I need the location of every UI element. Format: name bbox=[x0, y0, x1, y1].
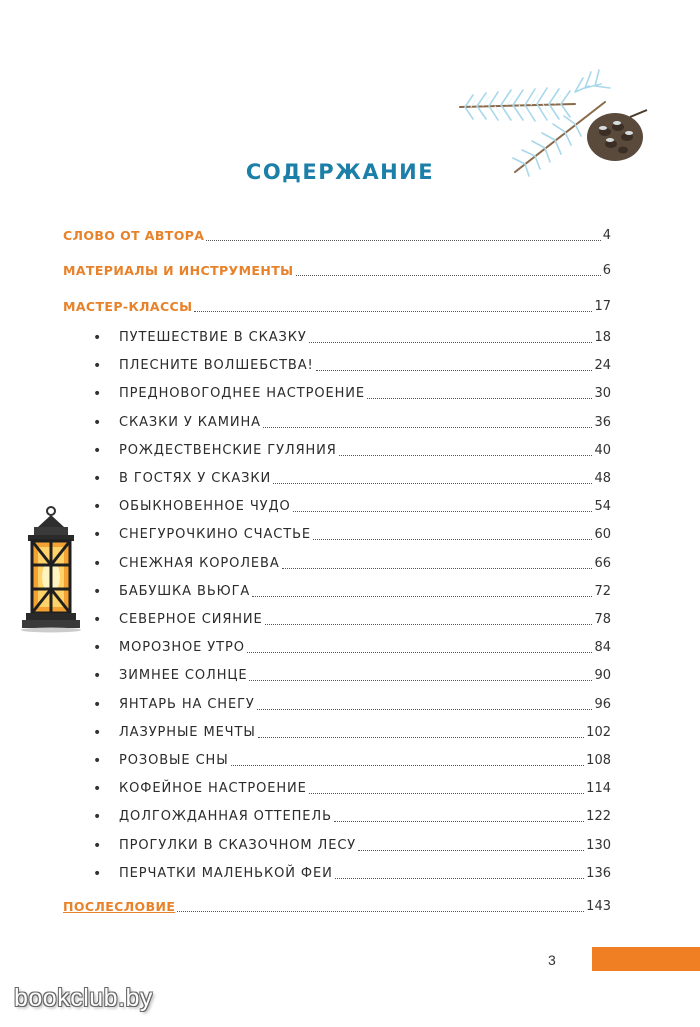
toc-item-label: ПЛЕСНИТЕ ВОЛШЕБСТВА! bbox=[119, 358, 314, 374]
toc-leader-dots bbox=[247, 651, 593, 653]
toc-item-row bbox=[63, 807, 611, 825]
toc-item-row bbox=[63, 384, 611, 402]
toc-page-number: 40 bbox=[594, 442, 611, 458]
toc-item-row bbox=[63, 864, 611, 882]
toc-leader-dots bbox=[358, 849, 584, 851]
toc-item-row bbox=[63, 836, 611, 854]
toc-item-row bbox=[63, 497, 611, 515]
toc-leader-dots bbox=[367, 397, 592, 399]
toc-section-label: МАСТЕР-КЛАССЫ bbox=[63, 299, 193, 314]
toc-section-label: СЛОВО ОТ АВТОРА bbox=[63, 228, 205, 243]
toc-item-label: СНЕЖНАЯ КОРОЛЕВА bbox=[119, 555, 280, 571]
toc-page-number: 60 bbox=[594, 527, 611, 543]
toc-item-label: ПРОГУЛКИ В СКАЗОЧНОМ ЛЕСУ bbox=[119, 837, 357, 853]
bullet-icon: • bbox=[93, 837, 102, 854]
page-title: СОДЕРЖАНИЕ bbox=[245, 160, 435, 184]
toc-item-label: СЕВЕРНОЕ СИЯНИЕ bbox=[119, 612, 263, 627]
toc-section-label: ПОСЛЕСЛОВИЕ bbox=[63, 899, 176, 914]
bullet-icon: • bbox=[93, 753, 102, 769]
toc-section-row bbox=[63, 261, 611, 279]
toc-leader-dots bbox=[309, 341, 593, 343]
toc-item-row bbox=[63, 723, 611, 741]
bullet-icon: • bbox=[93, 358, 102, 375]
toc-page-number: 96 bbox=[594, 696, 611, 712]
bullet-icon: • bbox=[93, 668, 102, 685]
toc-item-row bbox=[63, 666, 611, 684]
bullet-icon: • bbox=[93, 583, 102, 600]
bullet-icon: • bbox=[93, 471, 102, 487]
bullet-icon: • bbox=[93, 555, 102, 572]
toc-page-number: 114 bbox=[586, 781, 611, 797]
bullet-icon: • bbox=[93, 330, 102, 346]
toc-item-label: КОФЕЙНОЕ НАСТРОЕНИЕ bbox=[119, 781, 307, 797]
toc-item-label: ДОЛГОЖДАННАЯ ОТТЕПЕЛЬ bbox=[119, 809, 332, 825]
toc-leader-dots bbox=[258, 736, 584, 738]
toc-leader-dots bbox=[282, 567, 593, 569]
toc-page-number: 24 bbox=[594, 358, 611, 374]
toc-item-label: МОРОЗНОЕ УТРО bbox=[119, 640, 245, 656]
toc-page-number: 66 bbox=[594, 555, 611, 571]
bullet-icon: • bbox=[93, 696, 102, 713]
toc-leader-dots bbox=[177, 910, 584, 912]
toc-leader-dots bbox=[335, 877, 584, 879]
bullet-icon: • bbox=[93, 724, 102, 741]
toc-page-number: 18 bbox=[594, 330, 611, 345]
toc-page-number: 136 bbox=[586, 865, 611, 881]
toc-item-label: РОЖДЕСТВЕНСКИЕ ГУЛЯНИЯ bbox=[119, 442, 337, 458]
toc-item-row bbox=[63, 638, 611, 656]
toc-item-label: ПУТЕШЕСТВИЕ В СКАЗКУ bbox=[119, 330, 307, 345]
bullet-icon: • bbox=[93, 781, 102, 798]
page-number: 3 bbox=[548, 952, 556, 968]
toc-leader-dots bbox=[194, 310, 592, 312]
toc-page-number: 72 bbox=[594, 583, 611, 599]
toc-page-number: 84 bbox=[594, 640, 611, 656]
toc-leader-dots bbox=[249, 679, 592, 681]
toc-leader-dots bbox=[257, 708, 593, 710]
toc-section-row bbox=[63, 226, 611, 244]
bullet-icon: • bbox=[93, 527, 102, 544]
toc-item-label: ПРЕДНОВОГОДНЕЕ НАСТРОЕНИЕ bbox=[119, 386, 365, 402]
toc-leader-dots bbox=[252, 595, 592, 597]
bullet-icon: • bbox=[93, 612, 102, 628]
toc-item-label: БАБУШКА ВЬЮГА bbox=[119, 583, 251, 599]
toc-item-row bbox=[63, 582, 611, 600]
toc-item-row bbox=[63, 554, 611, 572]
toc-page-number: 90 bbox=[594, 668, 611, 684]
toc-page-number: 122 bbox=[586, 809, 611, 825]
toc-section-label: МАТЕРИАЛЫ И ИНСТРУМЕНТЫ bbox=[63, 263, 294, 278]
bullet-icon: • bbox=[93, 499, 102, 516]
bullet-icon: • bbox=[93, 640, 102, 657]
toc-page-number: 102 bbox=[586, 724, 611, 740]
toc-item-row bbox=[63, 469, 611, 487]
toc-item-label: РОЗОВЫЕ СНЫ bbox=[119, 753, 229, 768]
toc-leader-dots bbox=[273, 482, 592, 484]
toc-page-number: 130 bbox=[586, 837, 611, 853]
toc-item-label: ОБЫКНОВЕННОЕ ЧУДО bbox=[119, 499, 291, 515]
toc-item-row bbox=[63, 413, 611, 431]
toc-page-number: 6 bbox=[602, 263, 611, 278]
toc-page-number: 36 bbox=[594, 414, 611, 430]
toc-leader-dots bbox=[334, 820, 584, 822]
toc-leader-dots bbox=[296, 274, 601, 276]
toc-item-label: В ГОСТЯХ У СКАЗКИ bbox=[119, 471, 272, 486]
toc-item-row bbox=[63, 328, 611, 346]
toc-page-number: 48 bbox=[594, 471, 611, 486]
toc-leader-dots bbox=[265, 623, 593, 625]
toc-leader-dots bbox=[206, 239, 600, 241]
toc-leader-dots bbox=[293, 510, 593, 512]
toc-item-row bbox=[63, 610, 611, 628]
toc-page-number: 4 bbox=[602, 228, 611, 243]
toc-leader-dots bbox=[313, 538, 592, 540]
toc-page-number: 17 bbox=[594, 299, 611, 314]
watermark: bookclub.by bbox=[14, 984, 153, 1012]
toc-leader-dots bbox=[316, 369, 593, 371]
toc-item-label: СКАЗКИ У КАМИНА bbox=[119, 414, 261, 430]
bullet-icon: • bbox=[93, 442, 102, 459]
toc-item-row bbox=[63, 695, 611, 713]
page-accent-bar bbox=[592, 947, 700, 971]
toc-item-row bbox=[63, 779, 611, 797]
toc-item-row bbox=[63, 525, 611, 543]
toc-item-label: ПЕРЧАТКИ МАЛЕНЬКОЙ ФЕИ bbox=[119, 865, 333, 881]
toc-section-row bbox=[63, 897, 611, 915]
toc-item-row bbox=[63, 751, 611, 769]
toc-item-label: СНЕГУРОЧКИНО СЧАСТЬЕ bbox=[119, 527, 312, 543]
bullet-icon: • bbox=[93, 809, 102, 826]
toc-page-number: 54 bbox=[594, 499, 611, 515]
toc-item-label: ЯНТАРЬ НА СНЕГУ bbox=[119, 696, 255, 712]
toc-leader-dots bbox=[231, 764, 585, 766]
bullet-icon: • bbox=[93, 414, 102, 431]
toc-page-number: 108 bbox=[586, 753, 611, 768]
toc-item-label: ЛАЗУРНЫЕ МЕЧТЫ bbox=[119, 724, 256, 740]
toc-page-number: 78 bbox=[594, 612, 611, 627]
toc-leader-dots bbox=[309, 792, 584, 794]
toc-item-row bbox=[63, 441, 611, 459]
toc-leader-dots bbox=[339, 454, 593, 456]
toc-item-label: ЗИМНЕЕ СОЛНЦЕ bbox=[119, 668, 248, 684]
toc-item-row bbox=[63, 356, 611, 374]
bullet-icon: • bbox=[93, 865, 102, 882]
bullet-icon: • bbox=[93, 386, 102, 403]
toc-page-number: 143 bbox=[586, 899, 611, 914]
toc-leader-dots bbox=[263, 426, 593, 428]
toc-section-row bbox=[63, 297, 611, 315]
toc-page-number: 30 bbox=[594, 386, 611, 402]
